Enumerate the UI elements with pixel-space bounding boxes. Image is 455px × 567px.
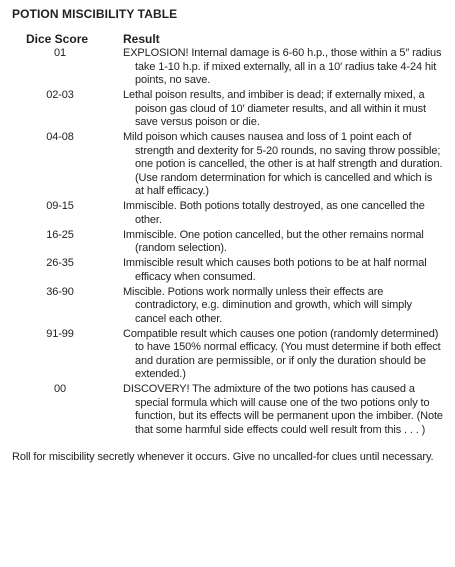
header-dice-score: Dice Score [26, 32, 89, 46]
footer-note: Roll for miscibility secretly whenever it occurs. Give no uncalled-for clues until necessary. [12, 451, 434, 463]
result-cell: EXPLOSION! Internal damage is 6-60 h.p., those within a 5″ radius take 1-10 h.p. if mixed externally, all in a 10′ radius take 4-24 hit points, no save. [123, 47, 442, 86]
table-row [12, 229, 443, 256]
dice-score-cell: 01 [54, 47, 66, 59]
dice-score-cell: 02-03 [46, 89, 74, 101]
result-cell: Lethal poison results, and imbiber is dead; if externally mixed, a poison gas cloud of 10′ diameter results, and all within it must save versus poison or die. [123, 89, 426, 128]
result-cell: Immiscible. Both potions totally destroyed, as one cancelled the other. [123, 200, 425, 226]
dice-score-cell: 04-08 [46, 131, 74, 143]
table-row [12, 200, 443, 227]
dice-score-cell: 26-35 [46, 257, 74, 269]
miscibility-table [12, 33, 443, 437]
result-cell: Immiscible. One potion cancelled, but the other remains normal (random selection). [123, 228, 424, 254]
table-row [12, 257, 443, 284]
dice-score-cell: 09-15 [46, 200, 74, 212]
table-title: POTION MISCIBILITY TABLE [12, 7, 178, 21]
dice-score-cell: 16-25 [46, 228, 74, 241]
table-header-row [12, 33, 443, 46]
result-cell: Compatible result which causes one potion (randomly determined) to have 150% normal efficacy. (You must determine if both effect and duration are permissible, or if only the duration should be extended.) [123, 327, 441, 380]
table-row [12, 131, 443, 199]
table-row [12, 286, 443, 327]
table-row [12, 328, 443, 382]
result-cell: Miscible. Potions work normally unless their effects are contradictory, e.g. diminution and growth, which will simply cancel each other. [123, 285, 412, 325]
result-cell: Mild poison which causes nausea and loss of 1 point each of strength and dexterity for 5-20 rounds, no saving throw possible; one potion is cancelled, the other is at half strength and duration. (Use random determination for which is cancelled and which is at half efficacy.) [123, 131, 443, 197]
dice-score-cell: 36-90 [46, 285, 74, 298]
result-cell: Immiscible result which causes both potions to be at half normal efficacy when consumed. [123, 257, 427, 283]
header-result: Result [123, 32, 160, 46]
result-cell: DISCOVERY! The admixture of the two potions has caused a special formula which will cause one of the two potions only to function, but its effects will be permanent upon the imbiber. (Note that some harmful side effects could well result from this . . . ) [123, 383, 443, 436]
table-row [12, 383, 443, 437]
dice-score-cell: 91-99 [46, 327, 74, 340]
dice-score-cell: 00 [54, 383, 66, 395]
table-row [12, 89, 443, 130]
table-row [12, 47, 443, 88]
